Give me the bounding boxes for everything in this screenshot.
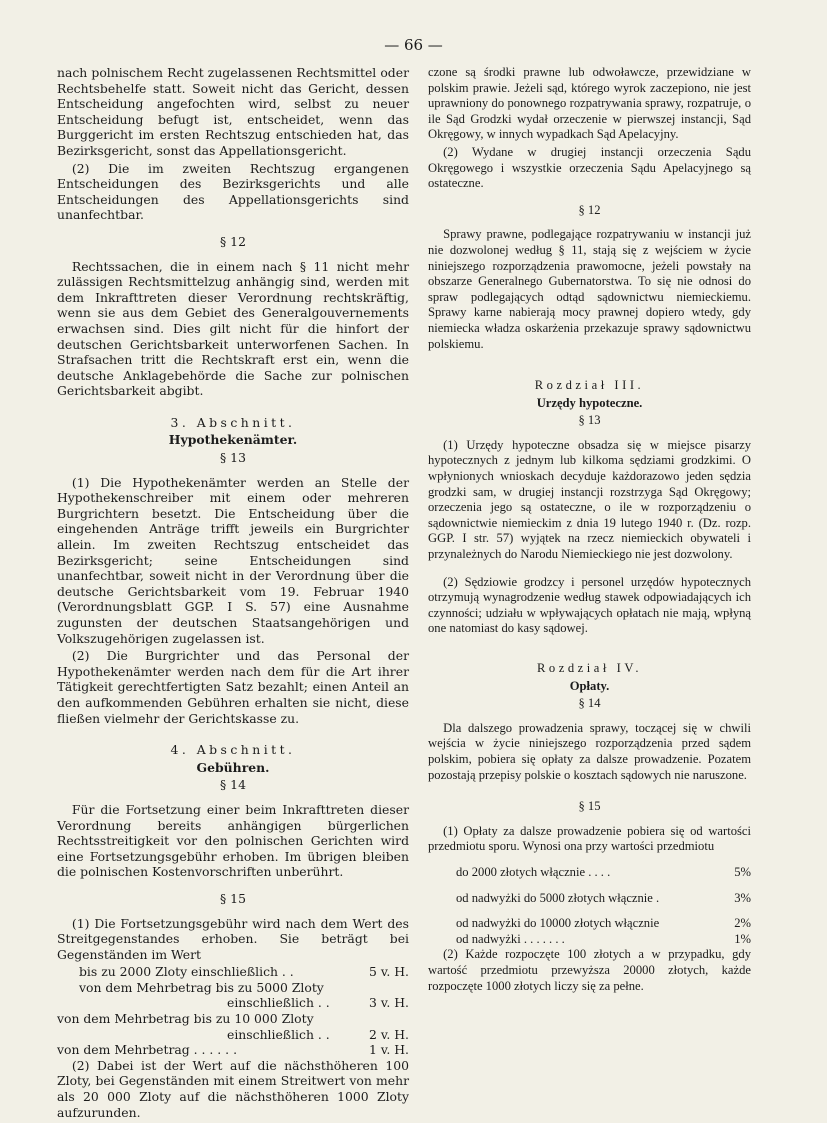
fee-label: bis zu 2000 Zloty einschließlich . . [79,964,294,980]
paragraph: (1) Urzędy hypoteczne obsadza się w miejsce pisarzy hypotecznych z jednym lub kilkoma sędziami grodzkimi. O wpłynionych wnioskach decyduje każdorazowo jeden sędzia grodzki sam, w drugiej instancji rozstrzyga Sąd Okręgowy; orzeczenia jego są ostateczne, o ile w rozporządzeniu o sądownictwie niemieckim z dnia 19 lutego 1940 r. (Dz. rozp. GGP. I str. 57) wyjątek na rzecz niemieckich obywateli i przynależnych do Narodu Niemieckiego nie jest dozwolony. [428,437,751,562]
chapter-title: Gebühren. [196,759,270,775]
paragraph: Dla dalszego prowadzenia sprawy, toczącej się w chwili wejścia w życie niniejszego rozporządzenia przed sądem polskim, pobiera się opłaty za dalsze prowadzenie. Pozatem pozostają przepisy polskie o kosztach sądowych nie naruszone. [428,720,751,782]
fee-value: 3 v. H. [369,995,409,1011]
polish-column [428,65,751,996]
paragraph: Für die Fortsetzung einer beim Inkrafttreten dieser Verordnung bereits anhängigen bürgerlichen Rechtsstreitigkeit vor den polnischen Gerichten wird eine Fortsetzungsgebühr erhoben. Im übrigen bleiben die polnischen Kostenvorschriften unberührt. [57,801,409,880]
section-heading: § 13 [578,413,601,428]
fee-row [428,916,751,932]
chapter-heading: 3. Abschnitt. [170,414,296,430]
fee-value: 2 v. H. [369,1026,409,1042]
paragraph: (1) Die Hypothekenämter werden an Stelle der Hypothekenschreiber mit einem oder mehreren Burgrichtern besetzt. Die Entscheidung über die eingehenden Anträge trifft jeweils ein Burgrichter allein. Im zweiten Rechtszug entscheidet das Bezirksgericht; seine Entscheidungen sind unanfechtbar, soweit nicht in der Verordnung über die deutsche Gerichtsbarkeit vom 19. Februar 1940 (Verordnungsblatt GGP. I S. 57) eine Ausnahme zugunsten der deutschen Staatsangehörigen und Volkszugehörigen zugelassen ist. [57,474,409,646]
fee-label: einschließlich . . [227,1026,330,1042]
paragraph: (2) Wydane w drugiej instancji orzeczenia Sądu Okręgowego i wszystkie orzeczenia Sądu Apelacyjnego są ostateczne. [428,144,751,191]
chapter-heading: Rozdział III. [534,378,645,393]
paragraph: (2) Die im zweiten Rechtszug ergangenen Entscheidungen des Bezirksgerichts und alle Entscheidungen des Appellationsgerichts sind unanfechtbar. [57,160,409,223]
paragraph: czone są środki prawne lub odwoławcze, przewidziane w polskim prawie. Jeżeli sąd, którego wyrok zaczepiono, nie jest uprawniony do ponownego rozpatrywania sprawy, rozpatruje, o ile Sąd Grodzki wydał orzeczenie w pierwszej instancji, Sąd Okręgowy, w innych wypadkach Sąd Apelacyjny. [428,65,751,142]
fee-row [57,1011,409,1027]
section-heading: § 12 [578,202,601,217]
fee-row [428,865,751,881]
fee-value: 3% [734,890,751,905]
paragraph: (1) Die Fortsetzungsgebühr wird nach dem Wert des Streitgegenstandes erhoben. Sie beträgt bei Gegenständen im Wert [57,915,409,962]
chapter-heading: 4. Abschnitt. [170,742,296,758]
paragraph: (2) Każde rozpoczęte 100 złotych a w przypadku, gdy wartość przedmiotu przewyższa 20000 złotych, każde rozpoczęte 1000 złotych liczy się za pełne. [428,947,751,993]
chapter-title: Opłaty. [569,678,610,693]
fee-value: 1 v. H. [369,1042,409,1058]
fee-table [57,964,409,1058]
section-heading: § 12 [220,233,246,249]
paragraph: Sprawy prawne, podlegające rozpatrywaniu w instancji już nie dozwolonej według § 11, stają się z wejściem w życie niniejszego rozporządzenia prawomocne, jeżeli powstały na obszarze Generalnego Gubernatorstwa. To się nie odnosi do spraw podlegających odtąd sądownictwu niemieckiemu. Sprawy karne nabierają mocy prawnej dopiero wtedy, gdy niemiecka władza oskarżenia przekazuje sprawy sądownictwu polskiemu. [428,227,751,351]
fee-value: 5% [734,864,751,879]
fee-row [57,1027,409,1043]
section-heading: § 14 [578,696,601,711]
fee-label: do 2000 złotych włącznie . . . . [456,864,611,879]
german-column [57,65,409,1122]
paragraph: (2) Die Burgrichter und das Personal der Hypothekenämter werden nach dem für die Art ihrer Tätigkeit gerechtfertigten Satz bezahlt; einen Anteil an den aufkommenden Gebühren erhalten sie nicht, diese fließen vielmehr der Gerichtskasse zu. [57,648,409,726]
fee-row [428,891,751,907]
fee-label: von dem Mehrbetrag bis zu 5000 Zloty [79,979,324,995]
page-number: — 66 — [384,36,443,54]
fee-table [428,865,751,947]
paragraph: Rechtssachen, die in einem nach § 11 nicht mehr zulässigen Rechtsmittelzug anhängig sind, werden mit dem Inkrafttreten dieser Verordnung rechtskräftig, wenn sie aus dem Gebiet des Generalgouvernements erwachsen sind. Dies gilt nicht für die hinfort der deutschen Gerichtsbarkeit unterworfenen Sachen. In Strafsachen tritt die Rechtskraft erst ein, wenn die deutsche Anklagebehörde die Sache zur polnischen Gerichtsbarkeit abgibt. [57,258,409,399]
fee-value: 1% [734,931,751,946]
fee-label: od nadwyżki . . . . . . . [456,931,565,946]
fee-label: von dem Mehrbetrag . . . . . . [57,1042,238,1058]
fee-row [428,932,751,948]
section-heading: § 13 [220,450,246,466]
section-heading: § 15 [220,890,246,906]
fee-row [57,1042,409,1058]
chapter-title: Hypothekenämter. [168,432,298,448]
paragraph: nach polnischem Recht zugelassenen Rechtsmittel oder Rechtsbehelfe statt. Soweit nicht das Gericht, dessen Entscheidung angefochten wird, selbst zu neuer Entscheidung befugt ist, entscheidet, wenn das Burggericht im ersten Rechtszug entschieden hat, das Bezirksgericht, sonst das Appellationsgericht. [57,65,409,158]
fee-row [57,964,409,980]
section-heading: § 14 [220,777,246,793]
fee-label: von dem Mehrbetrag bis zu 10 000 Zloty [57,1011,314,1027]
paragraph: (2) Sędziowie grodzcy i personel urzędów hypotecznych otrzymują wynagrodzenie według stawek odpowiadających ich czynności; udziału w wpływających opłatach nie mają, wpłyną one natomiast do kasy sądowej. [428,574,751,636]
fee-value: 5 v. H. [369,964,409,980]
fee-row [57,980,409,996]
chapter-heading: Rozdział IV. [536,661,643,675]
fee-label: einschließlich . . [227,995,330,1011]
fee-value: 2% [734,916,751,931]
fee-row [57,995,409,1011]
paragraph: (2) Dabei ist der Wert auf die nächsthöheren 100 Zloty, bei Gegenständen mit einem Streitwert von mehr als 20 000 Zloty auf die nächsthöheren 1000 Zloty aufzurunden. [57,1057,409,1120]
fee-label: od nadwyżki do 5000 złotych włącznie . [456,890,660,905]
fee-label: od nadwyżki do 10000 złotych włącznie [456,916,660,931]
section-heading: § 15 [578,799,601,814]
chapter-title: Urzędy hypoteczne. [536,395,643,410]
paragraph: (1) Opłaty za dalsze prowadzenie pobiera się od wartości przedmiotu sporu. Wynosi ona przy wartości przedmiotu [428,823,751,854]
